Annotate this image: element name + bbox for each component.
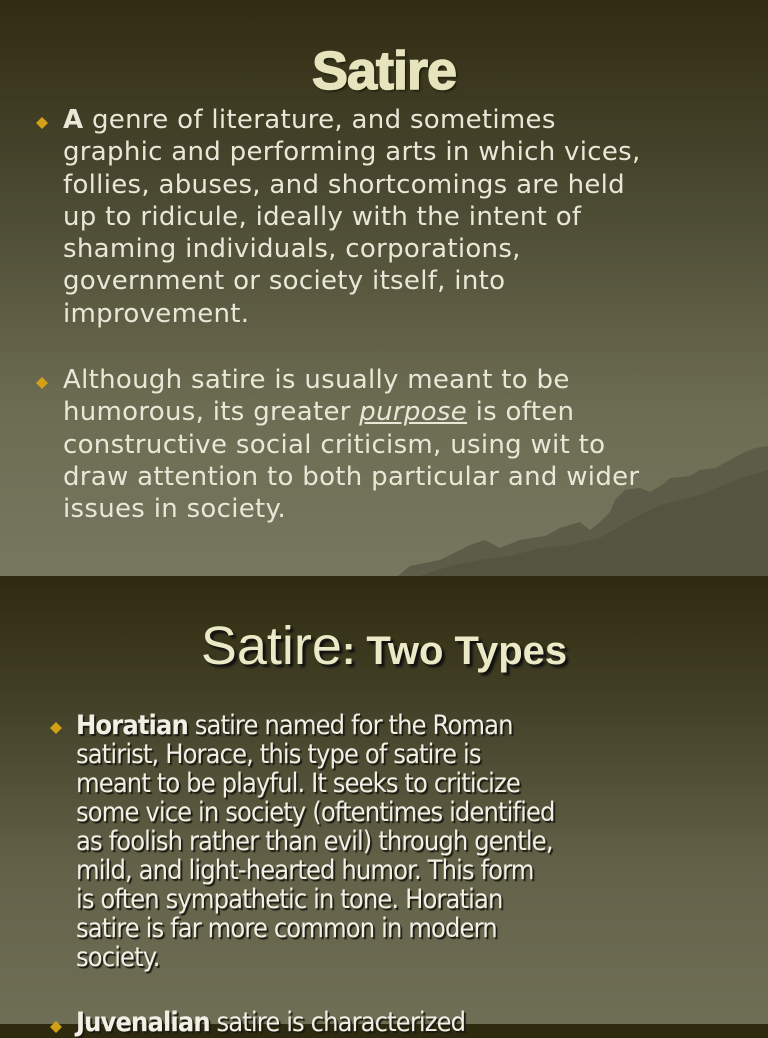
text-line: Although satire is usually meant to be [63, 365, 570, 395]
purpose-emphasis: purpose [359, 397, 468, 428]
text-line: mild, and light-hearted humor. This form [76, 855, 534, 886]
text-line: shaming individuals, corporations, [63, 234, 521, 265]
text-line: satire named for the Roman [187, 710, 513, 741]
lead-word: Horatian [76, 710, 188, 741]
text-segment: is often [467, 397, 575, 428]
text-line: meant to be playful. It seeks to criticize [76, 768, 520, 799]
diamond-bullet-icon [36, 377, 48, 389]
diamond-bullet-icon [50, 1021, 62, 1033]
text-line: up to ridicule, ideally with the intent of [63, 201, 582, 232]
text-line: issues in society. [63, 494, 287, 525]
purpose-paragraph [63, 364, 639, 525]
text-line: society. [76, 942, 160, 973]
text-line: follies, abuses, and shortcomings are held [63, 169, 625, 200]
lead-word: Juvenalian [76, 1007, 210, 1038]
text-line: satire is characterized [209, 1007, 466, 1038]
text-line: satirist, Horace, this type of satire is [76, 739, 481, 770]
slide-title: Satire [311, 41, 457, 101]
diamond-bullet-icon [36, 117, 48, 129]
text-line: government or society itself, into [63, 266, 506, 297]
title-main: Satire [200, 616, 342, 676]
horatian-paragraph [76, 711, 555, 972]
diamond-bullet-icon [50, 722, 62, 734]
text-line: improvement. [63, 298, 250, 329]
text-segment: humorous, its greater [63, 397, 360, 428]
slide-title [0, 615, 768, 677]
text-line: constructive social criticism, using wit to [63, 429, 606, 460]
definition-paragraph [63, 104, 641, 330]
juvenalian-paragraph [76, 1008, 465, 1037]
text-line: as foolish rather than evil) through gentle, [76, 826, 553, 857]
text-line: draw attention to both particular and wider [63, 461, 640, 492]
text-line: is often sympathetic in tone. Horatian [76, 884, 503, 915]
text-line [63, 396, 639, 428]
text-line: satire is far more common in modern [76, 913, 497, 944]
lead-word: A [63, 105, 84, 135]
text-line: genre of literature, and sometimes [83, 105, 556, 135]
text-line: some vice in society (oftentimes identified [76, 797, 555, 828]
title-sub: : Two Types [341, 629, 568, 673]
text-line: graphic and performing arts in which vices, [63, 137, 641, 168]
